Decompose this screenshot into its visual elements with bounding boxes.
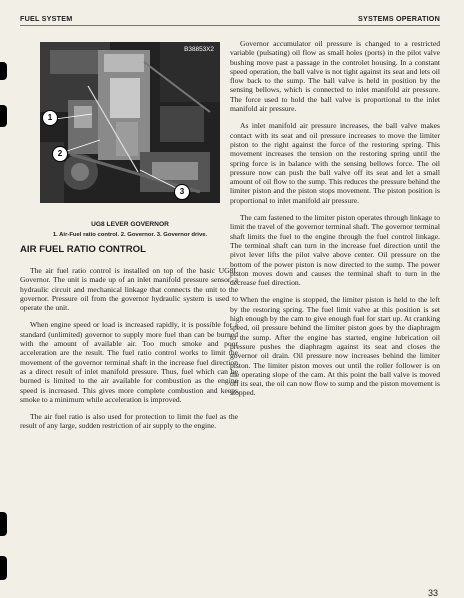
governor-photo-illustration <box>40 42 220 203</box>
paragraph: When engine speed or load is increased rapidly, it is possible for a standard (unlimited) governor to supply more fuel than can be burned with the amount of available air. Too much smoke and poor acceleration are the result. The fuel ratio control works to limit the movement of the governor terminal shaft in the increase fuel direction as a direct result of inlet manifold pressure. Thus, fuel which can be burned is limited to the air available for combustion as the engine speed is increased. This gives more complete combustion and keeps smoke to a minimum while acceleration is improved. <box>20 320 238 404</box>
binder-hole-mark <box>0 512 7 536</box>
paragraph: The cam fastened to the limiter piston operates through linkage to limit the travel of the governor terminal shaft. The governor terminal shaft limits the fuel to the engine through the fuel control linkage. The terminal shaft can turn in the increase fuel direction until the pivot lever lifts the pilot valve above center. Oil pressure on the bottom of the power piston is now directed to the sump. The power piston moves down and causes the terminal shaft to turn in the decrease fuel direction. <box>230 213 440 288</box>
paragraph: The air fuel ratio control is installed on top of the basic UG8L Governor. The unit is made up of an inlet manifold pressure sensor, a hydraulic circuit and mechanical linkage that connects the unit to the governor. Pressure oil from the governor hydraulic system is used to operate the unit. <box>20 266 238 313</box>
callout-2: 2 <box>52 146 68 162</box>
photo-id-label: B38853X2 <box>184 46 214 53</box>
paragraph: As inlet manifold air pressure increases, the ball valve makes contact with its seat and oil pressure increases to move the limiter piston to the right against the force of the restoring spring. This movement increases the tension on the restoring spring until the spring force is in balance with the sensing bellows force. The oil pressure now can push the ball valve off its seat and let a small amount of oil flow to the sump. This reduces the pressure behind the limiter piston and the piston stops movement. The piston position is proportional to inlet manifold air pressure. <box>230 121 440 205</box>
header-rule <box>20 25 440 26</box>
callout-3: 3 <box>174 184 190 200</box>
paragraph: Governor accumulator oil pressure is changed to a restricted variable (pulsating) oil flow as small holes (ports) in the pilot valve bushing move past a passage in the controlet housing. In a constant speed operation, the ball valve is not tight against its seat and lets oil flow back to the sump. The ball valve is held in position by the sensing bellows, which is connected to inlet manifold air pressure. The force used to hold the ball valve is proportional to the inlet manifold air pressure. <box>230 39 440 114</box>
figure-caption-body: 1. Air-Fuel ratio control. 2. Governor. 3. Governor drive. <box>52 232 208 238</box>
governor-photo <box>40 42 220 203</box>
paragraph: The air fuel ratio is also used for protection to limit the fuel as the result of any large, sudden restriction of air supply to the engine. <box>20 412 238 431</box>
header-section-left: FUEL SYSTEM <box>20 14 73 23</box>
callout-1: 1 <box>42 110 58 126</box>
binder-hole-mark <box>0 62 7 80</box>
page-number: 33 <box>427 588 438 598</box>
figure-caption-title: UG8 LEVER GOVERNOR <box>91 221 169 228</box>
header-section-right: SYSTEMS OPERATION <box>358 14 440 23</box>
left-column-text <box>20 266 238 439</box>
paragraph: When the engine is stopped, the limiter piston is held to the left by the restoring spring. The fuel limit valve at this position is set high enough by the cam to give enough fuel for start up. At cranking speed, oil pressure behind the limiter piston goes by the diaphragm to the sump. After the engine has started, engine lubrication oil pressure pushes the diaphragm against its seat and closes the governor oil drain. Oil pressure now increases behind the limiter piston. The limiter piston moves out until the roller follower is on the operating slope of the cam. At this point the ball valve is moved off its seat, the oil can now flow to sump and the piston movement is stopped. <box>230 295 440 398</box>
section-title: AIR FUEL RATIO CONTROL <box>20 244 146 255</box>
right-column-text <box>230 39 440 406</box>
binder-hole-mark <box>0 105 7 127</box>
binder-hole-mark <box>0 556 7 580</box>
